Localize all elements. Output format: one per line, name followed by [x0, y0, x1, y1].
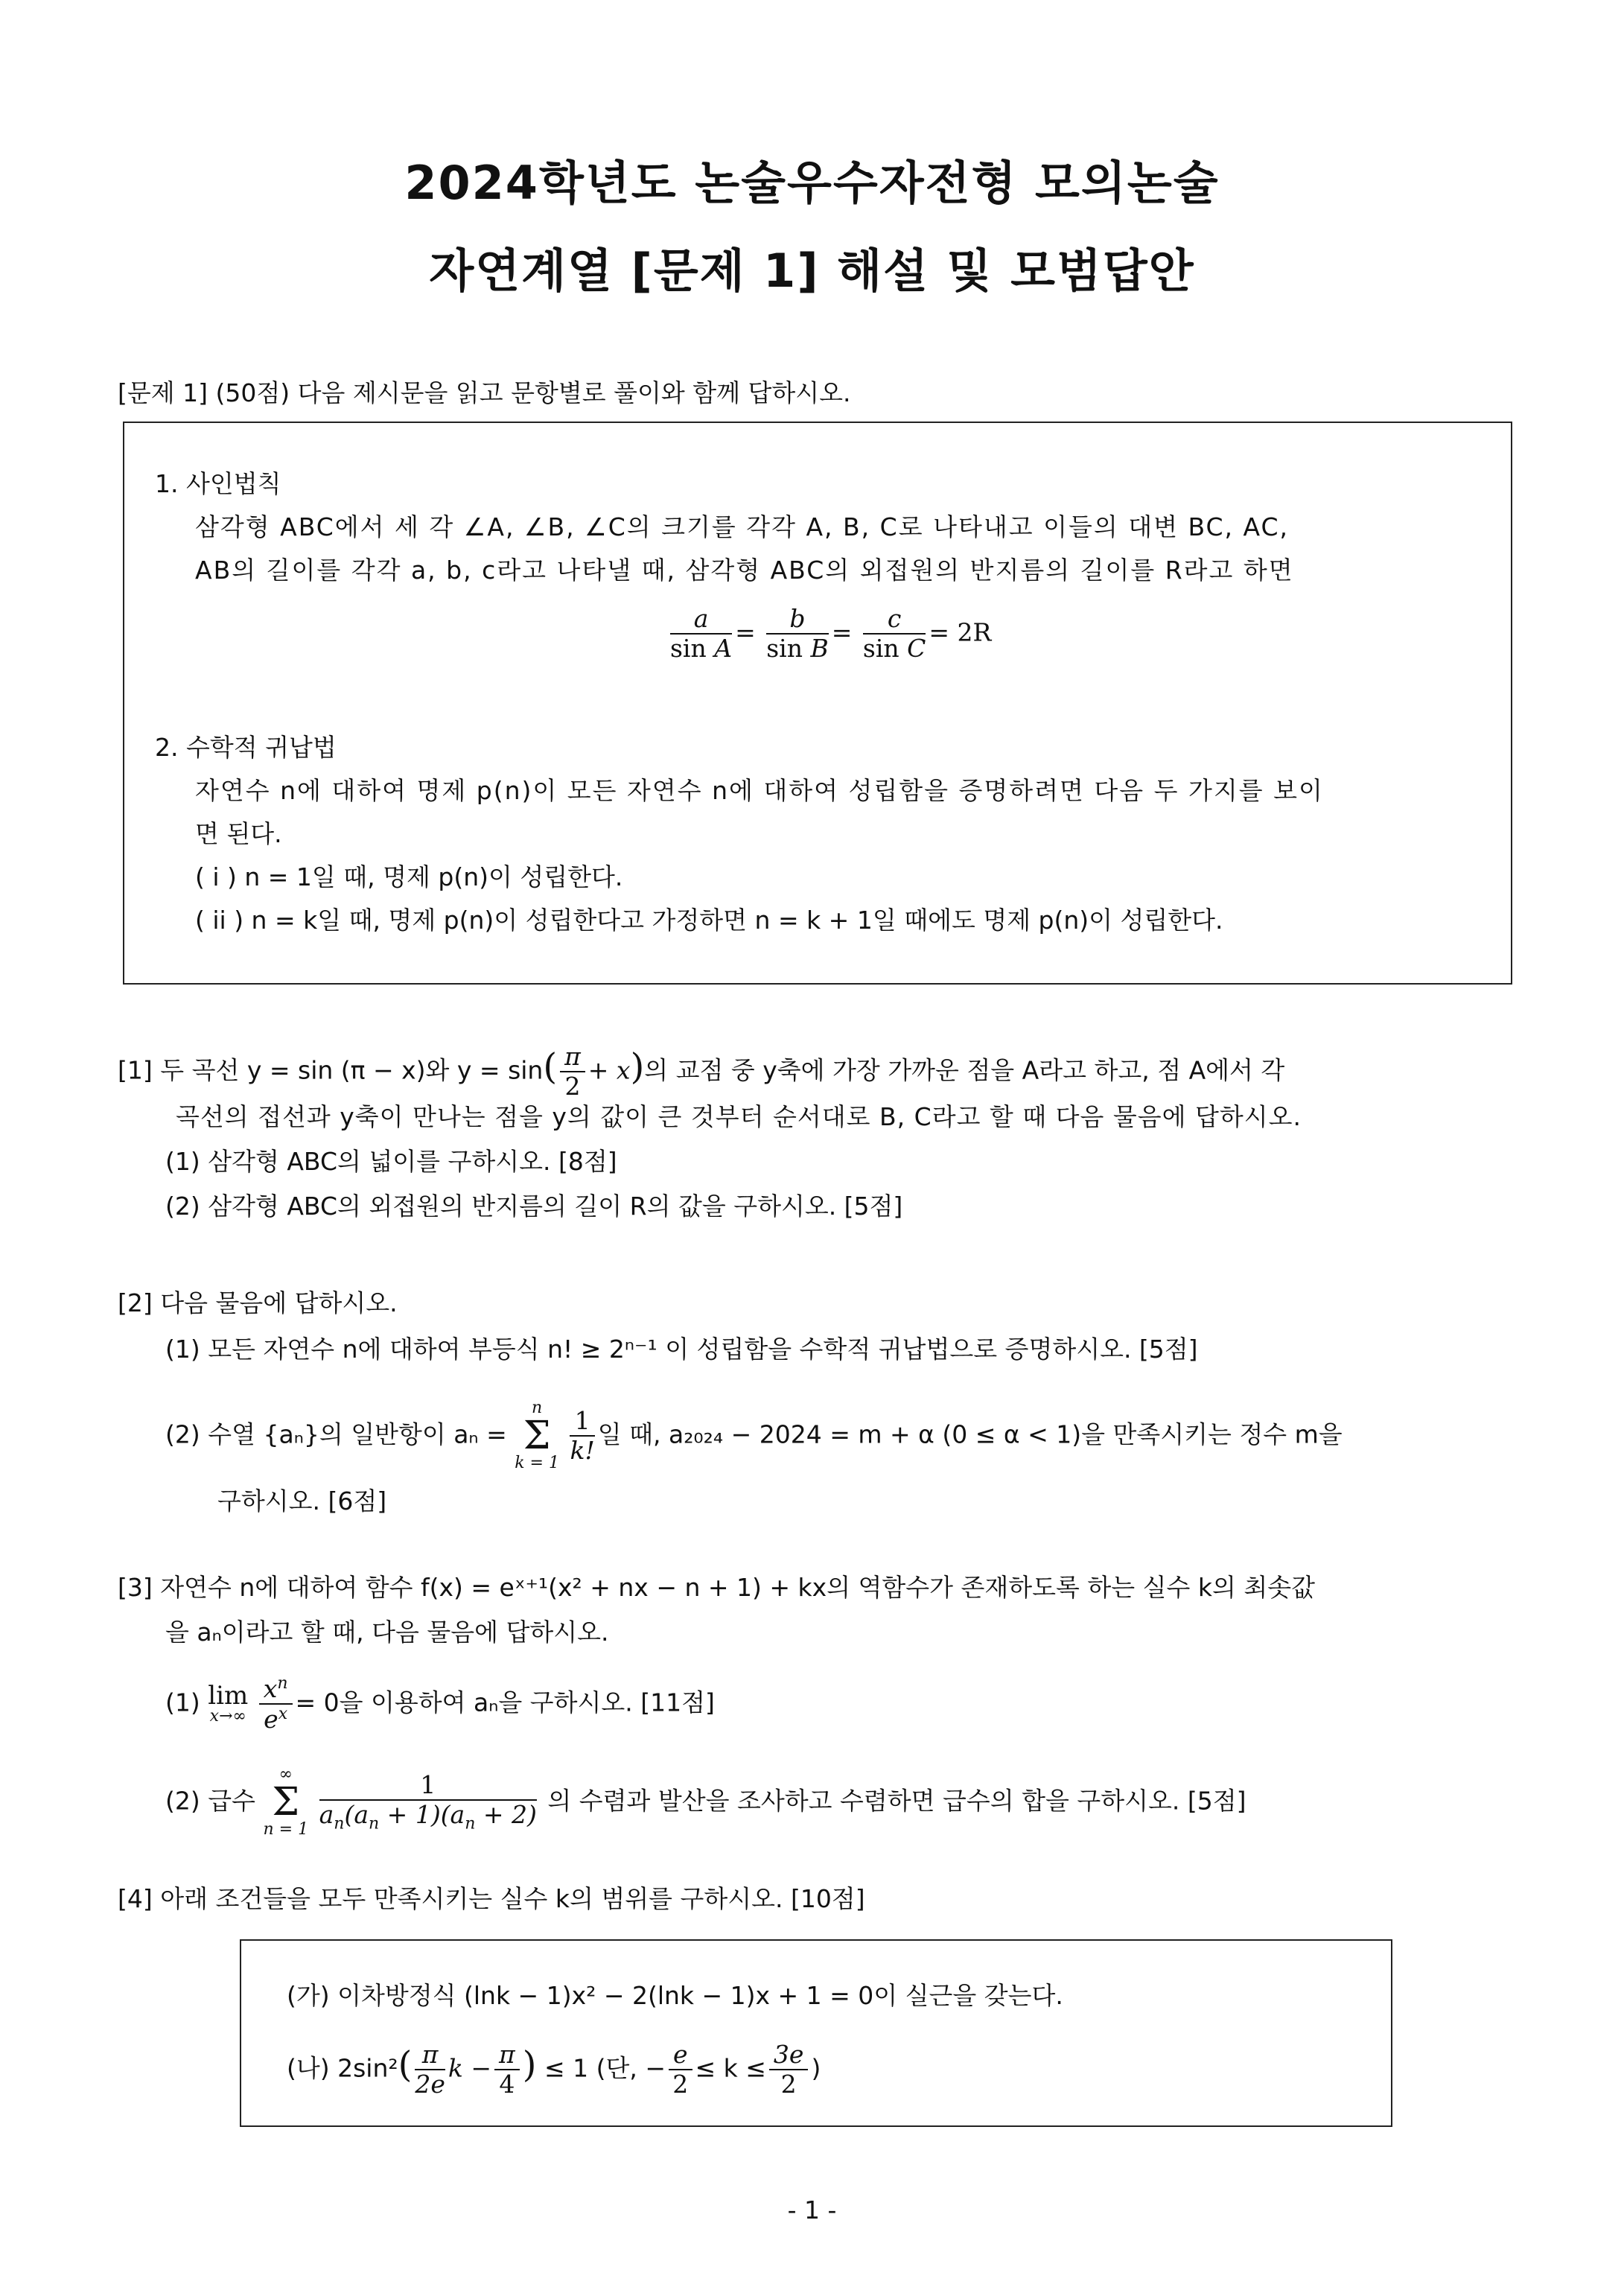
condition-ga: (가) 이차방정식 (lnk − 1)x² − 2(lnk − 1)x + 1 = 0이 실근을 갖는다. [287, 1981, 1063, 2010]
passage1-line1: 삼각형 ABC에서 세 각 ∠A, ∠B, ∠C의 크기를 각각 A, B, C로 나타내고 이들의 대변 BC, AC, [195, 512, 1290, 541]
q3-line2: 을 aₙ이라고 할 때, 다음 물음에 답하시오. [165, 1618, 609, 1647]
q1-line1 [118, 1043, 1284, 1101]
passage-box [123, 422, 1512, 985]
fraction-series-term: $\frac{1}{a_n(a_n + 1)(a_n + 2)}$ [319, 1770, 537, 1834]
passage2-case-ii: ( ii ) n = k일 때, 명제 p(n)이 성립한다고 가정하면 n = k + 1일 때에도 명제 p(n)이 성립한다. [195, 906, 1223, 935]
fraction-pi-over-4: $\frac{\pi}{4}$ [494, 2041, 520, 2099]
plus-x: + x [587, 1055, 631, 1085]
page-number: - 1 - [787, 2195, 837, 2225]
q1-line1-start: [1] 두 곡선 y = sin (π − x)와 y = sin [118, 1055, 544, 1085]
condition-na-start: (나) 2sin² [287, 2053, 398, 2083]
q1-line1-end: 의 교점 중 y축에 가장 가까운 점을 A라고 하고, 점 A에서 각 [644, 1055, 1285, 1085]
fraction-e-over-2: $\frac{e}{2}$ [669, 2041, 692, 2099]
fraction-b-over-sinB: $\frac{b}{\text{sin B}}$ [766, 604, 829, 663]
passage2-heading: 2. 수학적 귀납법 [155, 733, 337, 762]
q2-sub1: (1) 모든 자연수 n에 대하여 부등식 n! ≥ 2ⁿ⁻¹ 이 성립함을 수학적 귀납법으로 증명하시오. [5점] [165, 1335, 1198, 1364]
fraction-1-over-kfact: $\frac{1}{k!}$ [570, 1406, 595, 1465]
passage1-heading: 1. 사인법칙 [155, 469, 281, 498]
fraction-xn-over-ex: $\frac{x^n}{e^x}$ [259, 1674, 293, 1734]
formula-rhs: = 2R [929, 617, 992, 647]
k-minus: k − [448, 2053, 492, 2083]
q2-sub2 [165, 1400, 1343, 1472]
q2-line1: [2] 다음 물음에 답하시오. [118, 1288, 398, 1317]
q3-sub1 [165, 1674, 715, 1734]
q3-sub2-start: (2) 급수 [165, 1786, 255, 1816]
q3-sub2-end: 의 수렴과 발산을 조사하고 수렴하면 급수의 합을 구하시오. [5점] [547, 1786, 1246, 1816]
q3-line1: [3] 자연수 n에 대하여 함수 f(x) = eˣ⁺¹(x² + nx − n + 1) + kx의 역함수가 존재하도록 하는 실수 k의 최솟값 [118, 1573, 1316, 1602]
passage2-line2: 면 된다. [195, 819, 282, 848]
document-title-line2: 자연계열 [문제 1] 해설 및 모범답안 [429, 244, 1195, 298]
q3-sub1-end: = 0을 이용하여 aₙ을 구하시오. [11점] [295, 1688, 715, 1717]
passage2-case-i: ( i ) n = 1일 때, 명제 p(n)이 성립한다. [195, 862, 623, 891]
condition-na-mid: ≤ 1 (단, − [544, 2053, 666, 2083]
passage1-line2: AB의 길이를 각각 a, b, c라고 나타낼 때, 삼각형 ABC의 외접원의 반지름의 길이를 R라고 하면 [195, 556, 1294, 585]
fraction-pi-over-2e: $\frac{\pi}{2e}$ [415, 2040, 445, 2099]
paren-open: ( [543, 1046, 558, 1088]
q2-sub2-end: 일 때, a₂₀₂₄ − 2024 = m + α (0 ≤ α < 1)을 만족시키는 정수 m을 [597, 1419, 1343, 1449]
paren-close: ) [522, 2044, 537, 2086]
condition-na-end: ) [811, 2053, 821, 2083]
condition-na-ineq: ≤ k ≤ [695, 2053, 766, 2083]
q1-sub2: (2) 삼각형 ABC의 외접원의 반지름의 길이 R의 값을 구하시오. [5점] [165, 1192, 903, 1221]
q3-sub1-label: (1) [165, 1688, 200, 1717]
fraction-pi-over-2: $\frac{\pi}{2}$ [560, 1043, 585, 1101]
conditions-box [240, 1939, 1392, 2127]
paren-open: ( [398, 2044, 413, 2086]
fraction-a-over-sinA: $\frac{a}{\text{sin A}}$ [670, 604, 733, 663]
passage2-line1: 자연수 n에 대하여 명제 p(n)이 모든 자연수 n에 대하여 성립함을 증명하려면 다음 두 가지를 보이 [195, 776, 1324, 805]
condition-na [287, 2041, 821, 2099]
sine-law-formula: $\frac{a}{\text{sin A}}$ = $\frac{b}{\text{sin B}}$ = $\frac{c}{\text{sin C}}$ = 2R [670, 604, 992, 663]
q1-sub1: (1) 삼각형 ABC의 넓이를 구하시오. [8점] [165, 1147, 617, 1176]
q3-sub2 [165, 1766, 1246, 1838]
q2-sub2-continued: 구하시오. [6점] [217, 1486, 387, 1516]
summation-k1-to-n: n Σ k = 1 [515, 1399, 559, 1472]
document-title-line1: 2024학년도 논술우수자전형 모의논술 [404, 156, 1220, 210]
paren-close: ) [630, 1046, 645, 1088]
fraction-3e-over-2: $\frac{3e}{2}$ [769, 2041, 809, 2099]
fraction-c-over-sinC: $\frac{c}{\text{sin C}}$ [862, 604, 926, 663]
limit-x-to-infinity: lim x→∞ [208, 1680, 249, 1726]
problem-intro: [문제 1] (50점) 다음 제시문을 읽고 문항별로 풀이와 함께 답하시오. [118, 378, 851, 407]
q4-line1: [4] 아래 조건들을 모두 만족시키는 실수 k의 범위를 구하시오. [10점] [118, 1884, 865, 1913]
q1-line2: 곡선의 접선과 y축이 만나는 점을 y의 값이 큰 것부터 순서대로 B, C라고 할 때 다음 물음에 답하시오. [176, 1102, 1302, 1131]
q2-sub2-start: (2) 수열 {aₙ}의 일반항이 aₙ = [165, 1419, 507, 1449]
summation-n1-to-infinity: ∞ Σ n = 1 [263, 1765, 309, 1839]
